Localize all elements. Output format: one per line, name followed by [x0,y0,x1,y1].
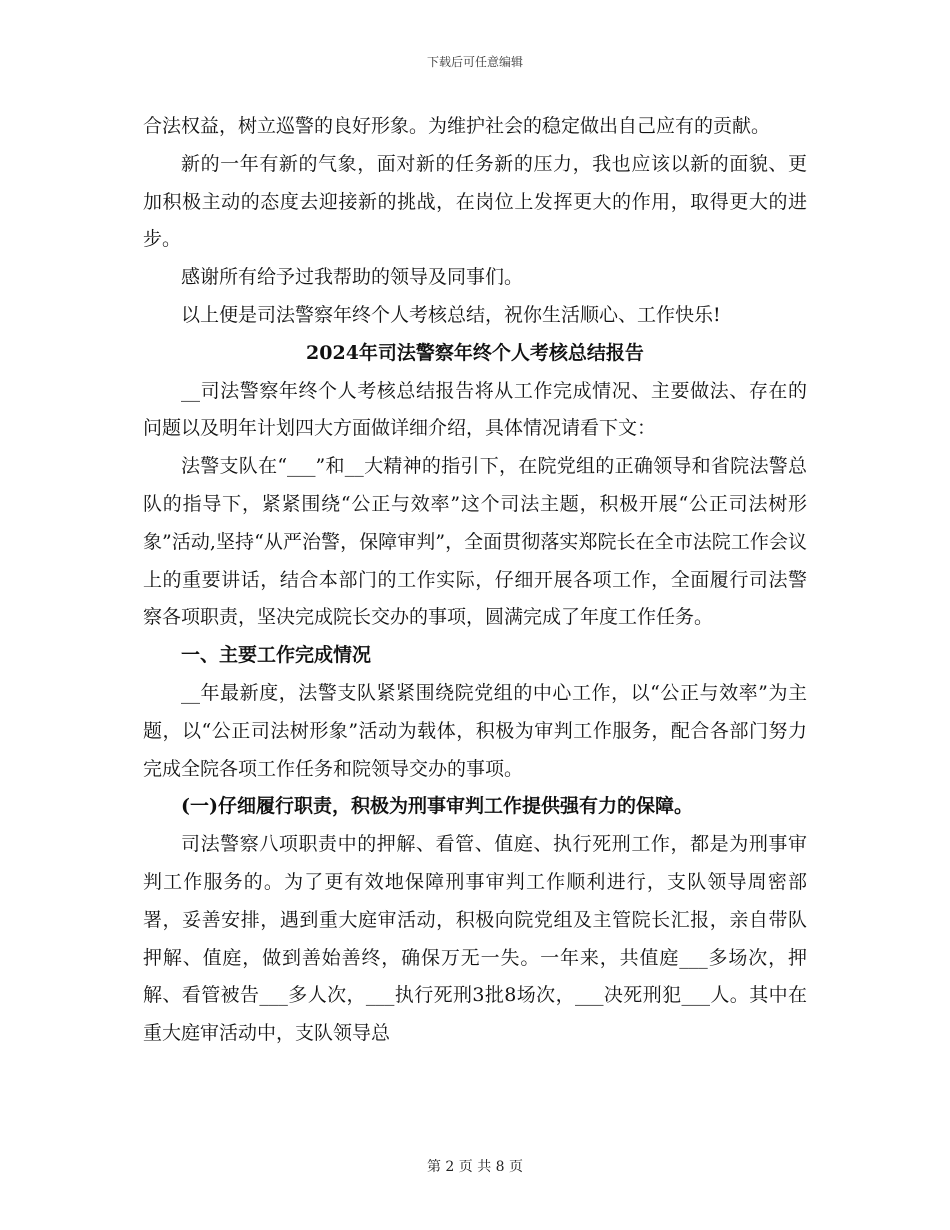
paragraph-5: __司法警察年终个人考核总结报告将从工作完成情况、主要做法、存在的问题以及明年计划四大方面做详细介绍，具体情况请看下文： [143,379,807,440]
paragraph-2: 新的一年有新的气象，面对新的任务新的压力，我也应该以新的面貌、更加积极主动的态度去迎接新的挑战，在岗位上发挥更大的作用，取得更大的进步。 [143,152,807,251]
document-body [143,108,807,1053]
paragraph-6: 法警支队在“___”和__大精神的指引下，在院党组的正确领导和省院法警总队的指导下，紧紧围绕“公正与效率”这个司法主题，积极开展“公正司法树形象”活动,坚持“从严治警，保障审判”，全面贯彻落实郑院长在全市法院工作会议上的重要讲话，结合本部门的工作实际，仔细开展各项工作，全面履行司法警察各项职责，坚决完成院长交办的事项，圆满完成了年度工作任务。 [143,455,807,629]
section-heading-1: 一、主要工作完成情况 [181,644,372,667]
paragraph-3: 感谢所有给予过我帮助的领导及同事们。 [181,266,524,289]
report-title: 2024年司法警察年终个人考核总结报告 [306,341,644,364]
page-header: 下载后可任意编辑 [426,55,523,69]
page-number: 第 2 页 共 8 页 [426,1159,524,1175]
paragraph-1: 合法权益，树立巡警的良好形象。为维护社会的稳定做出自己应有的贡献。 [143,115,771,137]
paragraph-8: 司法警察八项职责中的押解、看管、值庭、执行死刑工作，都是为刑事审判工作服务的。为了更有效地保障刑事审判工作顺利进行，支队领导周密部署，妥善安排，遇到重大庭审活动，积极向院党组及主管院长汇报，亲自带队押解、值庭，做到善始善终，确保万无一失。一年来，共值庭___多场次，押解、看管被告___多人次，___执行死刑3批8场次，___决死刑犯___人。其中在重大庭审活动中，支队领导总 [143,833,807,1045]
paragraph-7: __年最新度，法警支队紧紧围绕院党组的中心工作，以“公正与效率”为主题，以“公正司法树形象”活动为载体，积极为审判工作服务，配合各部门努力完成全院各项工作任务和院领导交办的事项。 [143,681,807,780]
paragraph-4: 以上便是司法警察年终个人考核总结，祝你生活顺心、工作快乐! [181,303,721,326]
subsection-heading-1: (一)仔细履行职责，积极为刑事审判工作提供强有力的保障。 [181,795,693,818]
